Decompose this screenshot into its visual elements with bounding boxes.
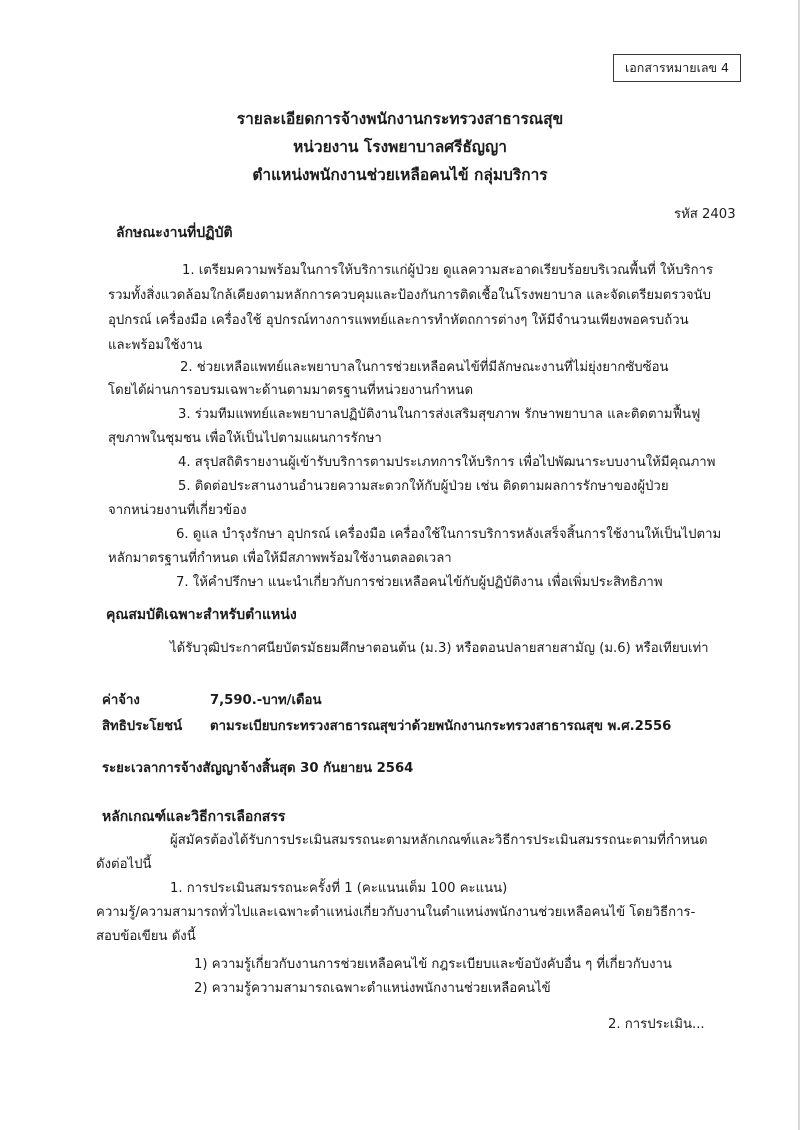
duty-line: 5. ติดต่อประสานงานอำนวยความสะดวกให้กับผู้ป่วย เช่น ติดตามผลการรักษาของผู้ป่วย [178,479,669,494]
duties-heading: ลักษณะงานที่ปฏิบัติ [116,225,233,241]
duty-line: โดยได้ผ่านการอบรมเฉพาะด้านตามมาตรฐานที่หน่วยงานกำหนด [108,383,474,398]
title-line-2: หน่วยงาน โรงพยาบาลศรีธัญญา [293,138,507,156]
duty-line: สุขภาพในชุมชน เพื่อให้เป็นไปตามแผนการรักษา [108,431,382,446]
duty-line: รวมทั้งสิ่งแวดล้อมใกล้เคียงตามหลักการควบคุมและป้องกันการติดเชื้อในโรงพยาบาล และจัดเตรียมตรวจนับ [108,288,711,303]
qualification-text: ได้รับวุฒิประกาศนียบัตรมัธยมศึกษาตอนต้น (ม.3) หรือตอนปลายสายสามัญ (ม.6) หรือเทียบเท่า [170,641,709,656]
benefits-value: ตามระเบียบกระทรวงสาธารณสุขว่าด้วยพนักงานกระทรวงสาธารณสุข พ.ศ.2556 [210,719,672,734]
wage-value: 7,590.-บาท/เดือน [210,693,322,708]
benefits-label: สิทธิประโยชน์ [102,719,183,734]
selection-intro: ผู้สมัครต้องได้รับการประเมินสมรรถนะตามหลักเกณฑ์และวิธีการประเมินสมรรถนะตามที่กำหนด [170,833,708,848]
selection-item-1-detail: ความรู้/ความสามารถทั่วไปและเฉพาะตำแหน่งเกี่ยวกับงานในตำแหน่งพนักงานช่วยเหลือคนไข้ โดยวิธีการ- [96,905,696,920]
duty-line: 7. ให้คำปรึกษา แนะนำเกี่ยวกับการช่วยเหลือคนไข้กับผู้ปฏิบัติงาน เพื่อเพิ่มประสิทธิภาพ [176,575,663,590]
continued-note: 2. การประเมิน... [608,1017,705,1032]
duty-line: 6. ดูแล บำรุงรักษา อุปกรณ์ เครื่องมือ เครื่องใช้ในการบริการหลังเสร็จสิ้นการใช้งานให้เป็นไปตาม [176,527,722,542]
selection-subitem: 2) ความรู้ความสามารถเฉพาะตำแหน่งพนักงานช่วยเหลือคนไข้ [194,981,551,996]
duty-line: และพร้อมใช้งาน [108,338,203,353]
selection-subitem: 1) ความรู้เกี่ยวกับงานการช่วยเหลือคนไข้ กฎระเบียบและข้อบังคับอื่น ๆ ที่เกี่ยวกับงาน [194,957,672,972]
document-number-box: เอกสารหมายเลข 4 [613,54,741,82]
selection-item-1: 1. การประเมินสมรรถนะครั้งที่ 1 (คะแนนเต็ม 100 คะแนน) [170,881,508,896]
position-code: รหัส 2403 [674,207,736,222]
duty-line: จากหน่วยงานที่เกี่ยวข้อง [108,503,247,518]
selection-item-1-method: สอบข้อเขียน ดังนี้ [96,929,196,944]
selection-intro-cont: ดังต่อไปนี้ [96,857,152,872]
wage-label: ค่าจ้าง [102,693,140,708]
duty-line: หลักมาตรฐานที่กำหนด เพื่อให้มีสภาพพร้อมใช้งานตลอดเวลา [108,551,452,566]
duty-line: 1. เตรียมความพร้อมในการให้บริการแก่ผู้ป่วย ดูแลความสะอาดเรียบร้อยบริเวณพื้นที่ ให้บริการ [182,263,714,278]
qualification-heading: คุณสมบัติเฉพาะสำหรับตำแหน่ง [106,607,297,623]
duty-line: 3. ร่วมทีมแพทย์และพยาบาลปฏิบัติงานในการส่งเสริมสุขภาพ รักษาพยาบาล และติดตามฟื้นฟู [178,407,701,422]
duty-line: 4. สรุปสถิติรายงานผู้เข้ารับบริการตามประเภทการให้บริการ เพื่อไปพัฒนาระบบงานให้มีคุณภาพ [178,455,716,470]
contract-period: ระยะเวลาการจ้างสัญญาจ้างสิ้นสุด 30 กันยายน 2564 [102,761,414,776]
title-line-3: ตำแหน่งพนักงานช่วยเหลือคนไข้ กลุ่มบริการ [252,166,548,184]
duty-line: อุปกรณ์ เครื่องมือ เครื่องใช้ อุปกรณ์ทางการแพทย์และการทำหัตถการต่างๆ ให้มีจำนวนเพียงพอครบถ้วน [108,313,689,328]
duty-line: 2. ช่วยเหลือแพทย์และพยาบาลในการช่วยเหลือคนไข้ที่มีลักษณะงานที่ไม่ยุ่งยากซับซ้อน [180,360,669,375]
selection-heading: หลักเกณฑ์และวิธีการเลือกสรร [102,809,286,825]
title-line-1: รายละเอียดการจ้างพนักงานกระทรวงสาธารณสุข [236,110,564,128]
